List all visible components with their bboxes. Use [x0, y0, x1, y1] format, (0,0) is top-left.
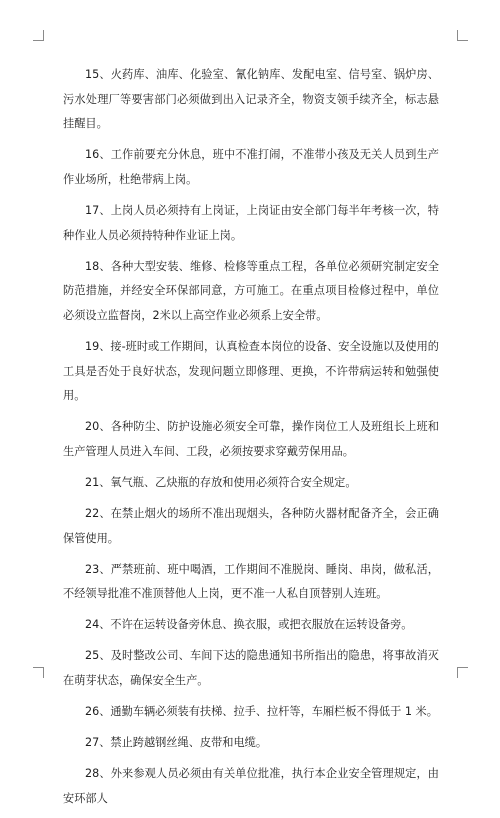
rule-item-21: 21、氧气瓶、乙炔瓶的存放和使用必须符合安全规定。 — [85, 475, 357, 489]
rule-item-27: 27、禁止跨越钢丝绳、皮带和电缆。 — [85, 736, 268, 750]
crop-mark-top-right — [457, 30, 468, 41]
rule-item-24: 24、不许在运转设备旁休息、换衣服，或把衣服放在运转设备旁。 — [85, 618, 413, 632]
document-body — [63, 63, 439, 818]
rule-item-17: 17、上岗人员必须持有上岗证，上岗证由安全部门每半年考核一次，特种作业人员必须持特种作业证上岗。 — [63, 203, 439, 242]
rule-item-18: 18、各种大型安装、维修、检修等重点工程，各单位必须研究制定安全防范措施，并经安全环保部同意，方可施工。在重点项目检修过程中，单位必须设立监督岗，2米以上高空作业必须系上安全带。 — [63, 259, 439, 322]
rule-item-28: 28、外来参观人员必须由有关单位批准，执行本企业安全管理规定，由安环部人 — [63, 767, 439, 805]
rule-item-15: 15、火药库、油库、化验室、氰化钠库、发配电室、信号室、锅炉房、污水处理厂等要害部门必须做到出入记录齐全，物资支领手续齐全，标志悬挂醒目。 — [63, 68, 439, 131]
rule-item-26: 26、通勤车辆必须装有扶梯、拉手、拉杆等，车厢栏板不得低于 1 米。 — [85, 705, 438, 719]
rule-item-19: 19、接-班时或工作期间，认真检查本岗位的设备、安全设施以及使用的工具是否处于良好状态，发现问题立即修理、更换，不许带病运转和勉强使用。 — [63, 339, 439, 403]
rule-item-20: 20、各种防尘、防护设施必须安全可靠，操作岗位工人及班组长上班和生产管理人员进入车间、工段，必须按要求穿戴劳保用品。 — [63, 420, 439, 458]
rule-item-25: 25、及时整改公司、车间下达的隐患通知书所指出的隐患，将事故消灭在萌芽状态，确保安全生产。 — [63, 649, 439, 688]
rule-item-16: 16、工作前要充分休息，班中不准打闹，不准带小孩及无关人员到生产作业场所，杜绝带病上岗。 — [63, 148, 439, 186]
crop-mark-bottom-right — [457, 667, 468, 678]
rule-item-23: 23、严禁班前、班中喝酒，工作期间不准脱岗、睡岗、串岗，做私活，不经领导批准不准顶替他人上岗，更不准一人私自顶替别人连班。 — [63, 562, 439, 601]
rule-item-22: 22、在禁止烟火的场所不准出现烟头，各种防火器材配备齐全，会正确保管使用。 — [63, 507, 439, 545]
crop-mark-bottom-left — [33, 667, 44, 678]
crop-mark-top-left — [33, 30, 44, 41]
